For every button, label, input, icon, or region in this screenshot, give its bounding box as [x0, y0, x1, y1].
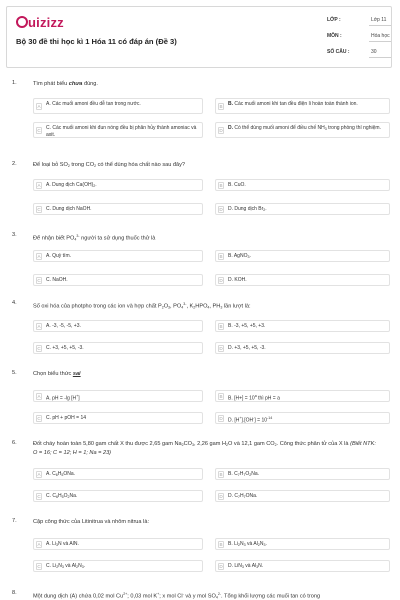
option-c[interactable] [33, 342, 203, 354]
question-text: Tìm phát biểu chưa đúng. [33, 81, 98, 87]
option-letter: C [37, 564, 41, 569]
meta-label-subject: MÔN : [327, 33, 342, 39]
question-text: Đốt cháy hoàn toàn 5,80 gam chất X thu được 2,65 gam $Na_2CO_3$, 2,26 gam $H_2O$ và 12,1 gam $CO_2$. Công thức phân tử của X là (Biết NTK: O = 16; C = 12; H = 1; Na = 23) [33, 441, 376, 456]
option-d[interactable] [215, 274, 390, 286]
option-letter: A [37, 394, 41, 399]
option-a[interactable] [33, 468, 203, 480]
option-letter: B [219, 183, 223, 188]
option-b[interactable] [215, 250, 390, 262]
option-text: C. pH + pOH = 14 [46, 415, 87, 421]
option-text: A. $C_6H_5ONa$. [46, 471, 76, 477]
option-text: C. NaOH. [46, 277, 68, 283]
question-number: 2. [12, 161, 17, 167]
option-letter: D [219, 128, 223, 133]
option-letter: C [37, 494, 41, 499]
question-number: 6. [12, 440, 17, 446]
option-letter: B [219, 542, 223, 547]
meta-label-class: LỚP : [327, 17, 341, 23]
worksheet-title: Bộ 30 đề thi học kì 1 Hóa 11 có đáp án (Đề 3) [16, 37, 177, 46]
option-text: A. Dung dịch $Ca(OH)_2$. [46, 182, 97, 188]
option-text: C. $Li_2N_3$ và $Al_2N_3$. [46, 563, 86, 569]
option-text: D. $C_7H_7ONa$. [228, 493, 258, 499]
question-text: Cặp công thức của Litinitrua và nhôm nitrua là: [33, 519, 149, 525]
meta-divider [369, 41, 391, 42]
option-b[interactable] [215, 98, 390, 114]
option-letter: A [37, 183, 41, 188]
option-letter: C [37, 278, 41, 283]
option-text: D. KOH. [228, 277, 247, 283]
option-d[interactable] [215, 490, 390, 502]
option-text: A. pH = -lg [H+] [46, 394, 80, 402]
option-b[interactable] [215, 390, 390, 402]
option-text: B. $Li_2N_3$ và $Al_2N_3$. [228, 541, 267, 547]
option-letter: C [37, 346, 41, 351]
question-text: Để nhận biết $PO_4^{3-}$ người ta sử dụng thuốc thử là [33, 234, 156, 242]
option-c[interactable] [33, 122, 203, 138]
option-text: B. AgNO$_3$. [228, 253, 251, 259]
question-number: 1. [12, 80, 17, 86]
option-d[interactable] [215, 203, 390, 215]
option-text: D. $[H^+].[OH^-] = 10^{-14}$ [228, 416, 273, 424]
option-a[interactable] [33, 250, 203, 262]
option-text: B. CuO. [228, 182, 246, 188]
question-number: 8. [12, 590, 17, 596]
meta-divider [369, 57, 391, 58]
option-c[interactable] [33, 560, 203, 572]
option-text: B. $[H+] = 10^a$ thì pH = a [228, 394, 280, 402]
option-letter: B [219, 254, 223, 259]
option-letter: A [37, 324, 41, 329]
question-number: 5. [12, 370, 17, 376]
question-text: Chọn biểu thức sai [33, 371, 81, 377]
meta-label-count: SỐ CÂU : [327, 49, 350, 55]
option-d[interactable] [215, 122, 390, 138]
option-letter: C [37, 416, 41, 421]
question-text: Để loại bỏ $SO_2$ trong $CO_2$ có thể dùng hóa chất nào sau đây? [33, 162, 186, 168]
quizizz-logo [16, 15, 64, 30]
option-text: C. +3, +5, +5, -3. [46, 345, 84, 351]
option-text: D. +3, +5, +5, -3. [228, 345, 266, 351]
logo-text: uizizz [28, 15, 64, 30]
option-letter: A [37, 254, 41, 259]
option-c[interactable] [33, 203, 203, 215]
option-text: A. Các muối amoni đều dễ tan trong nước. [46, 101, 141, 107]
option-text: D. Có thể dùng muối amoni để điều chế $NH_3$ trong phòng thí nghiệm. [228, 125, 381, 131]
option-b[interactable] [215, 179, 390, 191]
option-letter: A [37, 472, 41, 477]
option-a[interactable] [33, 538, 203, 550]
option-a[interactable] [33, 390, 203, 402]
option-b[interactable] [215, 468, 390, 480]
option-letter: D [219, 207, 223, 212]
meta-divider [369, 25, 391, 26]
worksheet-header [6, 6, 392, 68]
question-number: 4. [12, 300, 17, 306]
option-text: A. Quỳ tím. [46, 253, 72, 259]
option-letter: A [37, 542, 41, 547]
option-letter: C [37, 128, 41, 133]
option-text: A. -3, -5, -5, +3. [46, 323, 81, 329]
option-d[interactable] [215, 560, 390, 572]
option-c[interactable] [33, 274, 203, 286]
option-text: D. LiN$_3$ và $Al_3N$. [228, 563, 264, 569]
option-letter: D [219, 494, 223, 499]
option-letter: A [37, 104, 41, 109]
question-text: Một dung dịch (A) chứa 0,02 mol $Cu^{2+}$; 0,03 mol K+; x mol Cl- và y mol $SO_4^{2-}$. Tổng khối lượng các muối tan có trong [33, 592, 321, 600]
option-letter: B [219, 324, 223, 329]
option-a[interactable] [33, 98, 203, 114]
option-text: C. Dung dịch NaOH. [46, 206, 92, 212]
question-text: Số oxi hóa của photpho trong các ion và hợp chất $P_2O_3$, $PO_4^{3-}$, $K_2HPO_4$, $PH_3$ lần lượt là: [33, 302, 251, 310]
option-letter: D [219, 564, 223, 569]
option-b[interactable] [215, 320, 390, 332]
option-letter: B [219, 104, 223, 109]
option-a[interactable] [33, 179, 203, 191]
meta-value-count: 30 [371, 49, 377, 55]
option-text: C. Các muối amoni khi đun nóng đều bị phân hủy thành amoniac và axit. [46, 125, 197, 138]
question-number: 7. [12, 518, 17, 524]
option-a[interactable] [33, 320, 203, 332]
option-text: B. $C_7H_7O_2Na$. [228, 471, 260, 477]
option-letter: C [37, 207, 41, 212]
option-letter: B [219, 394, 223, 399]
option-text: B. -3, +5, +5, +3. [228, 323, 266, 329]
option-letter: D [219, 346, 223, 351]
logo-q-mark [16, 16, 28, 28]
option-d[interactable] [215, 412, 390, 424]
question-number: 3. [12, 232, 17, 238]
meta-value-subject: Hóa học [371, 33, 390, 39]
option-text: B. Các muối amoni khi tan đều điện li hoàn toàn thành ion. [228, 101, 358, 107]
option-c[interactable] [33, 412, 203, 424]
option-b[interactable] [215, 538, 390, 550]
option-d[interactable] [215, 342, 390, 354]
option-text: C. $C_6H_5O_2Na$. [46, 493, 78, 499]
option-letter: D [219, 278, 223, 283]
option-c[interactable] [33, 490, 203, 502]
option-text: A. $Li_3N$ và AlN. [46, 541, 79, 547]
option-text: D. Dung dịch $Br_2$. [228, 206, 267, 212]
worksheet-meta [327, 7, 393, 67]
meta-value-class: Lớp 11 [371, 17, 387, 23]
option-letter: D [219, 416, 223, 421]
option-letter: B [219, 472, 223, 477]
